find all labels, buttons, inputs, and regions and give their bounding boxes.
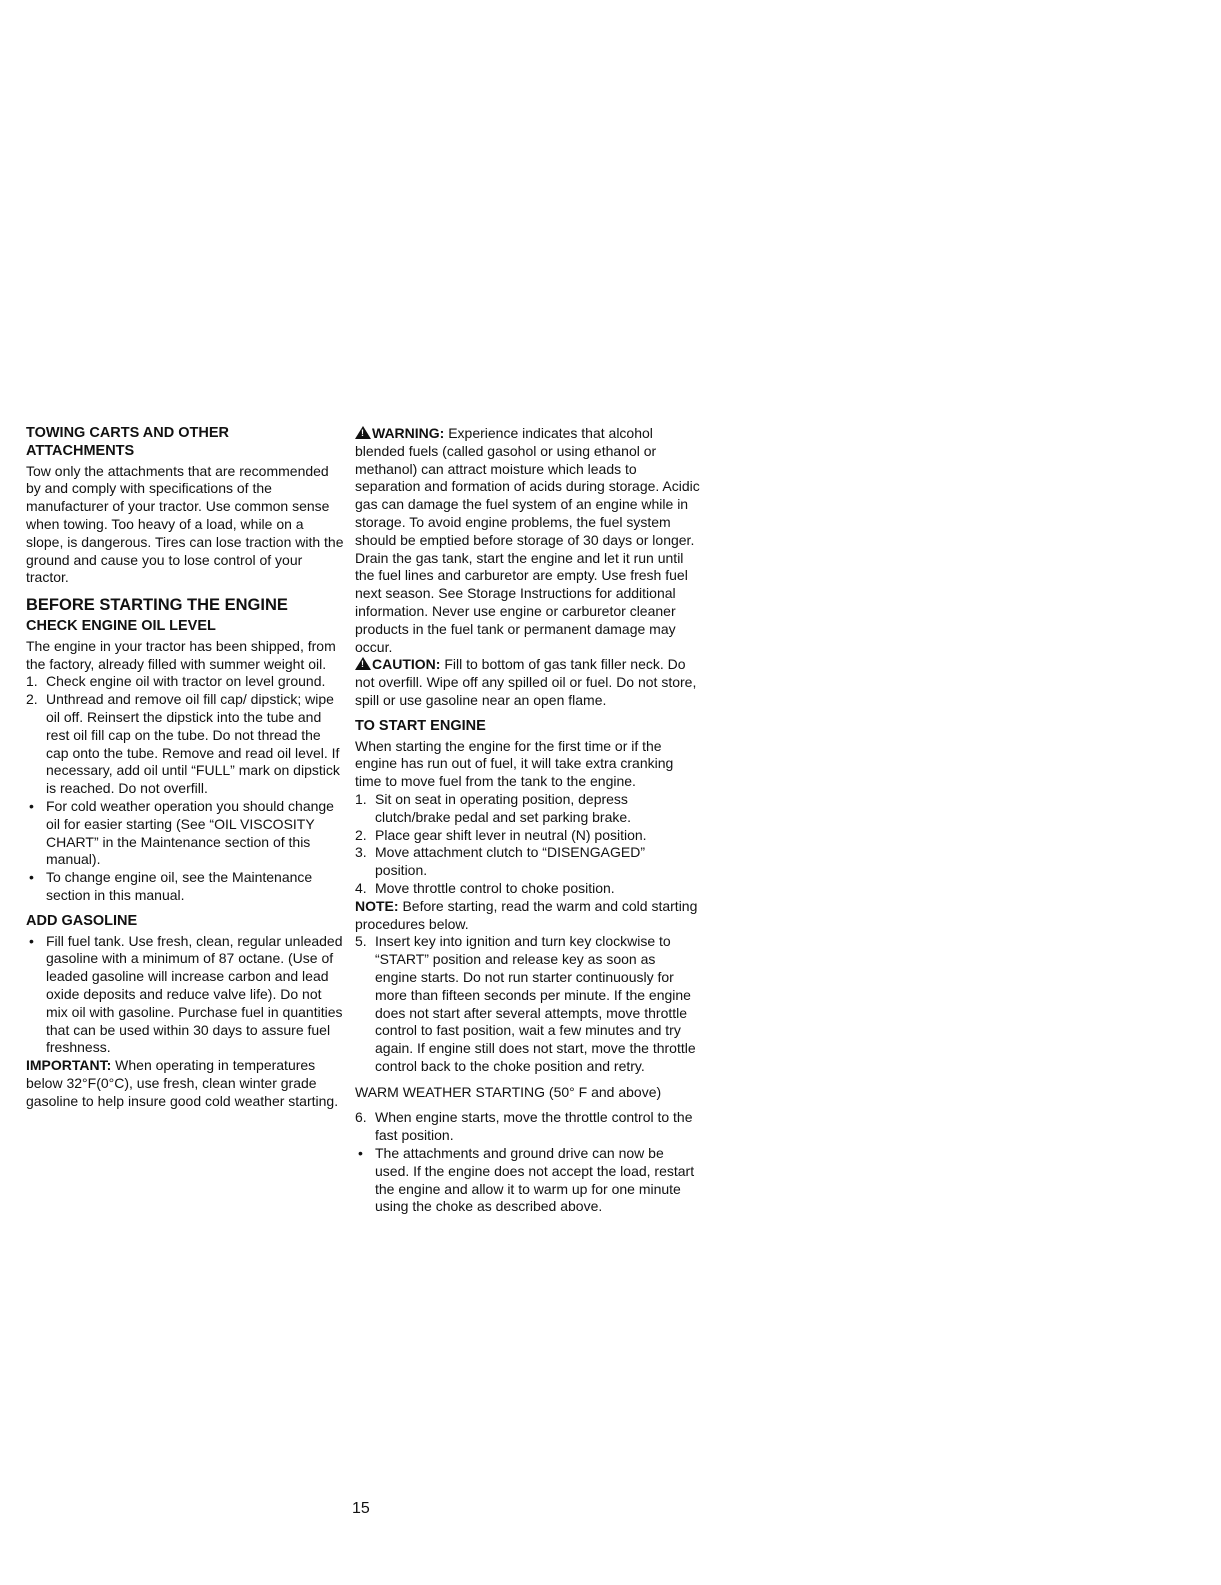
start-step-5-list [355,933,700,1075]
step-text: Insert key into ignition and turn key clockwise to “START” position and release key as soon as engine starts. Do not run starter continuously for more than fifteen seconds per minute. If the engine does not start after several attempts, move throttle control to fast position, wait a few minutes and try again. If engine still does not start, move the throttle control back to the choke position and retry. [375,933,696,1074]
oil-step [26,691,344,798]
page-number: 15 [352,1500,370,1517]
bullet-text: To change engine oil, see the Maintenance section in this manual. [46,869,313,903]
start-step-6-list [355,1109,700,1145]
gasoline-bullets [26,933,344,1058]
step-text: When engine starts, move the throttle control to the fast position. [375,1109,693,1144]
add-gasoline-heading: ADD GASOLINE [26,912,138,929]
step-text: Sit on seat in operating position, depress clutch/brake pedal and set parking brake. [375,790,632,825]
step-text: Move attachment clutch to “DISENGAGED” position. [375,844,645,879]
start-step [355,933,700,1075]
important-note [26,1057,344,1110]
towing-text: Tow only the attachments that are recommended by and comply with specifications of the manufacturer of your tractor. Use common sense when towing. Too heavy of a load, while on a slope, is dangerous. Tires can lose traction with the ground and cause you to lose control of your tractor. [26,462,344,586]
note-label: NOTE: [355,897,399,914]
bullet-item [26,933,344,1058]
towing-heading [26,425,344,461]
start-step [355,844,700,880]
towing-heading-line-1: TOWING CARTS AND OTHER [26,425,229,441]
important-label: IMPORTANT: [26,1057,112,1074]
start-intro: When starting the engine for the first time or if the engine has run out of fuel, it will take extra cranking time to move fuel from the tank to the engine. [355,737,674,790]
caution-label: CAUTION: [372,656,441,673]
important-text: When operating in temperatures below 32°F(0°C), use fresh, clean winter grade gasoline to help insure good cold weather starting. [26,1057,339,1109]
warm-weather-heading: WARM WEATHER STARTING (50° F and above) [355,1083,662,1100]
step-text: Place gear shift lever in neutral (N) position. [375,826,647,843]
towing-heading-line-2: ATTACHMENTS [26,442,135,459]
bullet-item [26,869,344,905]
start-engine-heading: TO START ENGINE [355,717,486,734]
start-bullets [355,1145,700,1216]
warning-triangle-icon [355,426,371,439]
start-step [355,791,700,827]
step-text: Unthread and remove oil fill cap/ dipstick; wipe oil off. Reinsert the dipstick into the tube and rest oil fill cap on the tube. Do not thread the cap onto the tube. Remove and read oil level. If necessary, add oil until “FULL” mark on dipstick is reached. Do not overfill. [46,691,340,797]
check-oil-heading: CHECK ENGINE OIL LEVEL [26,617,216,634]
bullet-text: The attachments and ground drive can now be used. If the engine does not accept the load, restart the engine and allow it to warm up for one minute using the choke as described above. [375,1145,695,1215]
bullet-text: For cold weather operation you should change oil for easier starting (See “OIL VISCOSITY CHART” in the Maintenance section of this manual). [46,797,334,868]
step-number: 2. [355,826,367,843]
step-number: 1. [355,790,367,807]
warning-text: Experience indicates that alcohol blended fuels (called gasohol or using ethanol or methanol) can attract moisture which leads to separation and formation of acids during storage. Acidic gas can damage the fuel system of an engine while in storage. To avoid engine problems, the fuel system should be emptied before storage of 30 days or longer. Drain the gas tank, start the engine and let it run until the fuel lines and carburetor are empty. Use fresh fuel next season. See Storage Instructions for additional information. Never use engine or carburetor cleaner products in the fuel tank or permanent damage may occur. [355,425,700,655]
caution-block [355,656,700,709]
step-number: 1. [26,673,38,690]
before-starting-heading: BEFORE STARTING THE ENGINE [26,596,288,615]
caution-text: Fill to bottom of gas tank filler neck. Do not overfill. Wipe off any spilled oil or fuel. Do not store, spill or use gasoline near an open flame. [355,656,697,708]
step-number: 5. [355,933,367,950]
bullet-item [26,798,344,869]
step-number: 3. [355,844,367,861]
check-oil-text: The engine in your tractor has been shipped, from the factory, already filled with summer weight oil. [26,637,336,672]
oil-bullets [26,798,344,905]
bullet-item [355,1145,700,1216]
note-block [355,898,700,934]
oil-step [26,673,344,691]
note-text: Before starting, read the warm and cold starting procedures below. [355,897,698,932]
start-steps [355,791,700,898]
bullet-dot-icon: • [358,1145,363,1162]
bullet-dot-icon: • [29,797,34,814]
bullet-dot-icon: • [29,932,34,949]
warning-block [355,425,700,656]
start-step [355,827,700,845]
caution-triangle-icon [355,657,371,670]
step-text: Move throttle control to choke position. [375,879,615,896]
bullet-text: Fill fuel tank. Use fresh, clean, regular unleaded gasoline with a minimum of 87 octane. (Use of leaded gasoline will increase carbon and lead oxide deposits and reduce valve life). Do not mix oil with gasoline. Purchase fuel in quantities that can be used within 30 days to assure fuel freshness. [46,932,343,1056]
step-number: 4. [355,879,367,896]
step-number: 6. [355,1109,367,1126]
bullet-dot-icon: • [29,869,34,886]
right-column [355,425,700,1216]
step-text: Check engine oil with tractor on level ground. [46,673,326,690]
oil-steps [26,673,344,798]
left-column [26,425,344,1110]
step-number: 2. [26,691,38,708]
start-step [355,880,700,898]
warning-label: WARNING: [372,425,445,441]
start-step [355,1109,700,1145]
